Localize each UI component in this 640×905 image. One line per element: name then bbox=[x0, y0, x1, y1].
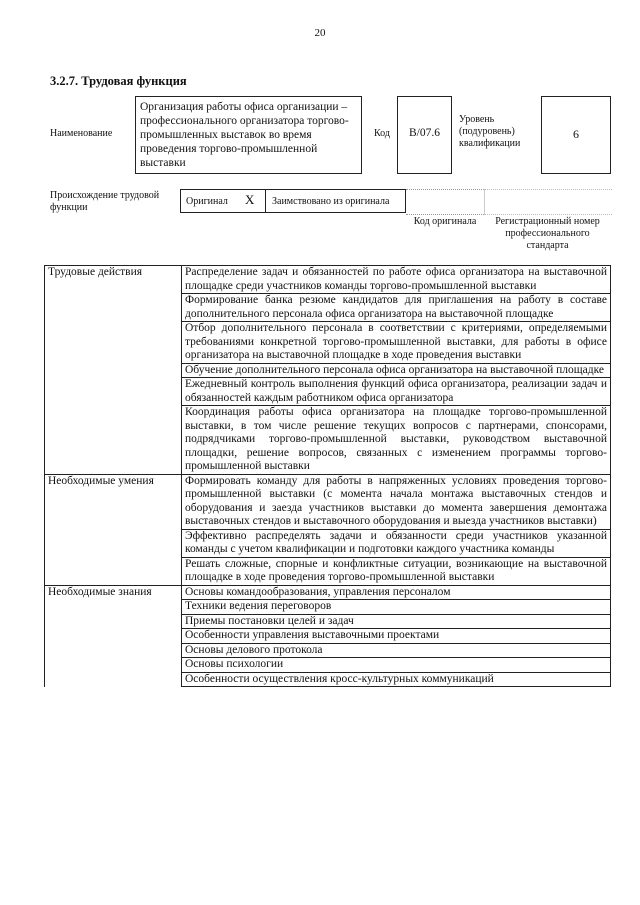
origin-borrowed-label: Заимствовано из оригинала bbox=[272, 196, 390, 207]
requirement-item: Техники ведения переговоров bbox=[182, 600, 611, 615]
required-knowledge-label: Необходимые знания bbox=[45, 585, 182, 687]
function-name-value: Организация работы офиса организации – профессионального организатора торгово-промышленных выставок во время проведения торгово-промышленной выставки bbox=[135, 96, 362, 174]
requirements-table-body bbox=[45, 266, 611, 687]
requirement-item: Эффективно распределять задачи и обязанности среди участников указанной команды с учетом квалификации и подготовки каждого участника команды bbox=[182, 529, 611, 557]
required-skills-label: Необходимые умения bbox=[45, 474, 182, 585]
requirement-item: Обучение дополнительного персонала офиса организатора на выставочной площадке bbox=[182, 363, 611, 378]
requirement-item: Распределение задач и обязанностей по работе офиса организатора на выставочной площадке среди участников команды торгово-промышленной выставки bbox=[182, 266, 611, 294]
level-label: Уровень (подуровень) квалификации bbox=[459, 114, 521, 149]
code-label: Код bbox=[374, 128, 390, 139]
name-label: Наименование bbox=[50, 128, 113, 139]
origin-code-caption: Код оригинала bbox=[413, 216, 477, 227]
table-row bbox=[45, 585, 611, 600]
requirement-item: Координация работы офиса организатора на площадке торгово-промышленной выставки, в том числе решение текущих вопросов с партнерами, спонсорами, подрядчиками торгово-промышленной выставки, руководством выставочной площадки, решение вопросов, связанных с изменением программы торгово-промышленной выставки bbox=[182, 406, 611, 475]
labor-actions-label: Трудовые действия bbox=[45, 266, 182, 475]
requirement-item: Формирование банка резюме кандидатов для приглашения на работу в составе дополнительного персонала офиса организатора на выставочной площадке bbox=[182, 294, 611, 322]
code-value: B/07.6 bbox=[397, 96, 452, 174]
origin-original-mark: X bbox=[245, 192, 255, 207]
requirement-item: Особенности осуществления кросс-культурных коммуникаций bbox=[182, 672, 611, 687]
origin-label: Происхождение трудовой функции bbox=[50, 190, 160, 213]
requirement-item: Формировать команду для работы в напряженных условиях проведения торгово-промышленной выставки (с момента начала монтажа выставочных стендов и оборудования и заезда участников выставки до момента завершения демонтажа выставочных стендов и выставочного оборудования и выезда участников выставки) bbox=[182, 474, 611, 529]
origin-reg-cell bbox=[484, 189, 612, 215]
level-value: 6 bbox=[541, 96, 611, 174]
requirement-item: Отбор дополнительного персонала в соответствии с критериями, определяемыми требованиями конкретной торгово-промышленной выставки, для работы в офисе организатора на выставочной площадке в ходе проведения выставки bbox=[182, 322, 611, 364]
requirement-item: Основы психологии bbox=[182, 658, 611, 673]
table-row bbox=[45, 266, 611, 294]
table-row bbox=[45, 474, 611, 529]
origin-code-cell bbox=[406, 189, 484, 215]
requirement-item: Основы командообразования, управления персоналом bbox=[182, 585, 611, 600]
requirement-item: Приемы постановки целей и задач bbox=[182, 614, 611, 629]
requirement-item: Особенности управления выставочными проектами bbox=[182, 629, 611, 644]
section-title: 3.2.7. Трудовая функция bbox=[50, 74, 187, 88]
requirements-table bbox=[44, 265, 611, 687]
requirement-item: Ежедневный контроль выполнения функций офиса организатора, реализации задач и обязанностей каждым работником офиса организатора bbox=[182, 378, 611, 406]
origin-original-label: Оригинал bbox=[186, 196, 228, 207]
origin-reg-caption: Регистрационный номер профессионального стандарта bbox=[495, 216, 600, 251]
page-number: 20 bbox=[314, 27, 326, 39]
requirement-item: Основы делового протокола bbox=[182, 643, 611, 658]
requirement-item: Решать сложные, спорные и конфликтные ситуации, возникающие на выставочной площадке в ходе проведения торгово-промышленной выставки bbox=[182, 557, 611, 585]
